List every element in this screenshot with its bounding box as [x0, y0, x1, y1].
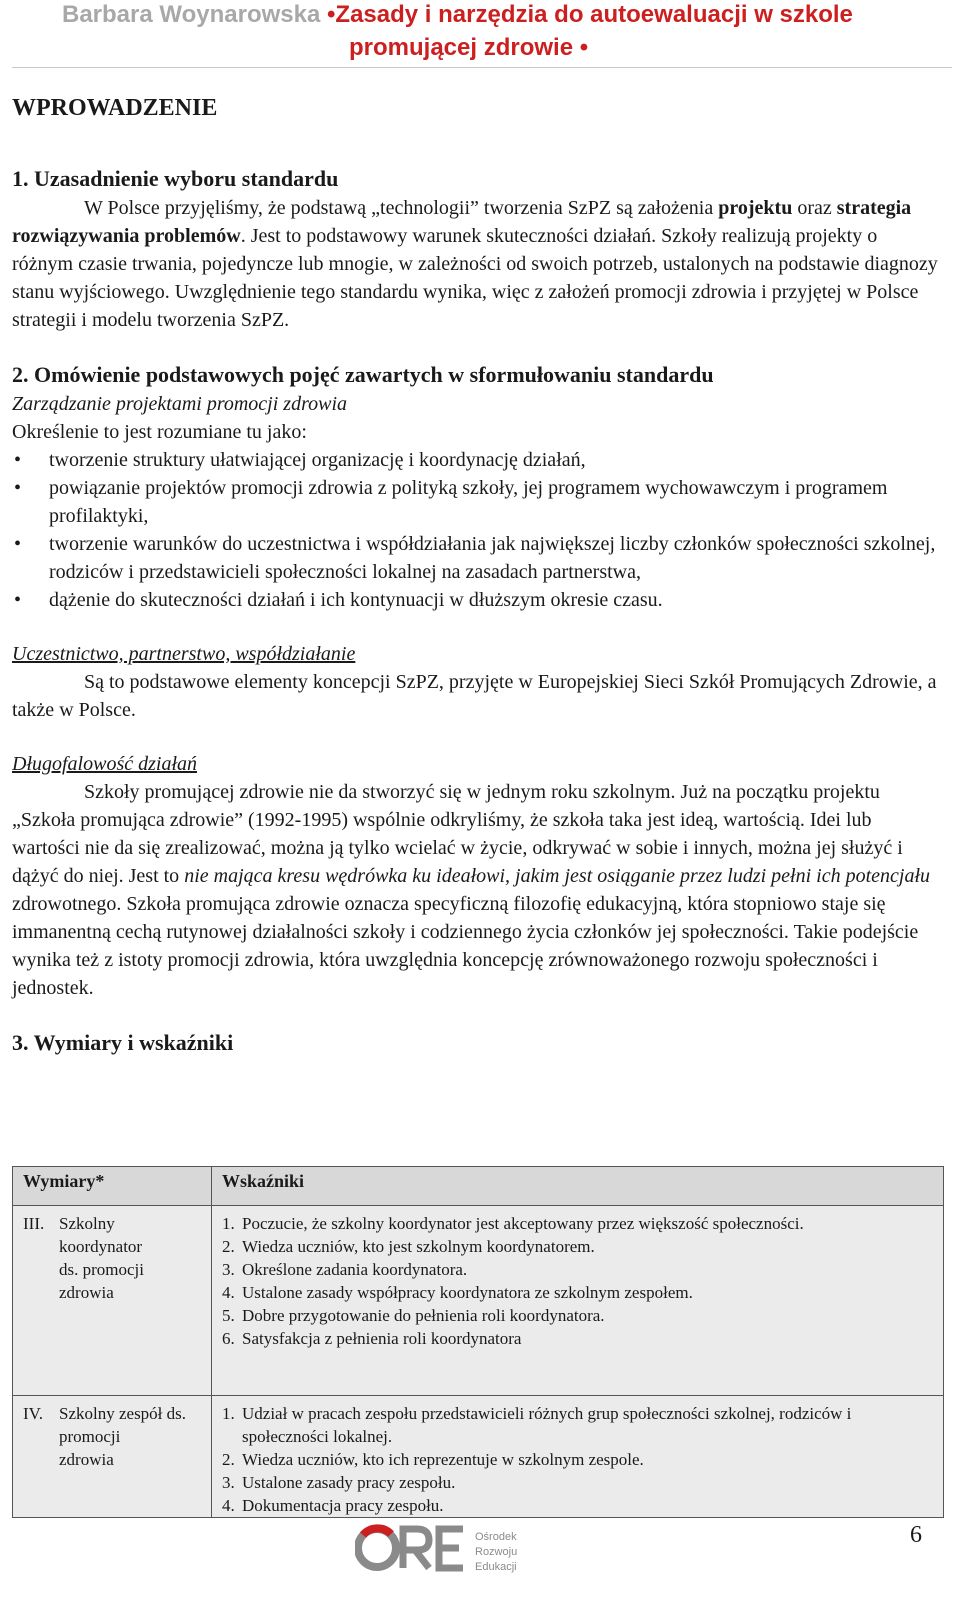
logo-e [439, 1529, 463, 1568]
logo-line-2: Rozwoju [475, 1546, 518, 1558]
item-text: Dokumentacja pracy zespołu. [242, 1496, 444, 1515]
item-number: 4. [222, 1283, 235, 1302]
indicator-list [222, 1402, 933, 1517]
dimension-name-line: koordynator [59, 1237, 143, 1256]
section-1-heading: 1. Uzasadnienie wyboru standardu [12, 166, 339, 191]
page-header [0, 0, 960, 70]
item-number: 4. [222, 1496, 235, 1515]
section-2-heading: 2. Omówienie podstawowych pojęć zawartych w sformułowaniu standardu [12, 362, 714, 387]
header-title-part1: Zasady i narzędzia do autoewaluacji w szkole [335, 1, 853, 28]
item-number: 5. [222, 1306, 235, 1325]
s1-bold-1: projektu [718, 197, 793, 219]
item-number: 3. [222, 1473, 235, 1492]
header-bullet-1: • [327, 1, 336, 28]
header-bullet-2: • [579, 34, 589, 61]
list-item [222, 1327, 933, 1350]
list-item [222, 1235, 933, 1258]
dimension-name-line: zdrowia [59, 1283, 114, 1302]
item-text: Udział w pracach zespołu przedstawicieli różnych grup społeczności szkolnej, rodziców i społeczności lokalnej. [242, 1404, 852, 1446]
list-item [222, 1448, 933, 1471]
sub-heading-uczestnictwo: Uczestnictwo, partnerstwo, współdziałanie [12, 643, 356, 665]
ore-logo [355, 1518, 535, 1578]
item-text: Dobre przygotowanie do pełnienia roli koordynatora. [242, 1306, 605, 1325]
logo-r [403, 1529, 429, 1568]
logo-line-1: Ośrodek [475, 1531, 517, 1543]
section-3-heading: 3. Wymiary i wskaźniki [12, 1030, 234, 1055]
item-number: 3. [222, 1260, 235, 1279]
list-item [222, 1402, 933, 1448]
table-row [13, 1396, 944, 1518]
item-text: Wiedza uczniów, kto jest szkolnym koordynatorem. [242, 1237, 595, 1256]
list-item [222, 1212, 933, 1235]
indicators-cell [212, 1396, 944, 1518]
logo-line-3: Edukacji [475, 1561, 517, 1573]
header-line-1 [62, 0, 942, 30]
item-number: 2. [222, 1237, 235, 1256]
header-author: Barbara Woynarowska [62, 1, 321, 28]
s2-sub3-a: Szkoły promującej zdrowie nie da stworzyć się w jednym roku szkolnym. Już na początku projektu „Szkoła promująca zdrowie” (1992-1995) wspólnie odkryliśmy, że szkoła taka jest ideą, wartością. Idei lub wartości nie da się zrealizować, można ją tylko wcielać w życie, odkrywać w sobie i innych, można jej służyć i dążyć do niej. Jest to [12, 781, 903, 887]
item-text: Określone zadania koordynatora. [242, 1260, 468, 1279]
logo-o-red-arc [363, 1528, 391, 1535]
header-title-part2: promującej zdrowie [349, 34, 574, 61]
s1-bold-2: strategia rozwiązywania problemów [12, 197, 912, 247]
table-header-wymiary: Wymiary* [13, 1167, 212, 1206]
intro-title: WPROWADZENIE [12, 95, 218, 121]
section-1-paragraph [12, 194, 942, 334]
page-footer [0, 1508, 960, 1608]
s2-intro: Określenie to jest rozumiane tu jako: [12, 421, 307, 443]
s2-sub3-b: zdrowotnego. Szkoła promująca zdrowie oznacza specyficzną filozofię edukacyjną, która stopniowo staje się immanentną cechą rutynowej działalności szkoły i codziennego życia członków jej społeczności. Takie podejście wynika też z istoty promocji zdrowia, która uwzględnia koncepcję zrównoważonego rozwoju społeczności i jednostek. [12, 893, 919, 999]
list-item [222, 1281, 933, 1304]
item-text: Ustalone zasady pracy zespołu. [242, 1473, 456, 1492]
list-item [222, 1471, 933, 1494]
dimension-name-line: zdrowia [59, 1450, 114, 1469]
item-text: Poczucie, że szkolny koordynator jest akceptowany przez większość społeczności. [242, 1214, 804, 1233]
item-number: 2. [222, 1450, 235, 1469]
dimension-name-line: ds. promocji [59, 1260, 144, 1279]
list-item: • tworzenie struktury ułatwiającej organizację i koordynację działań, [12, 446, 942, 474]
dimension-name-line: promocji [59, 1427, 121, 1446]
indicators-cell [212, 1206, 944, 1396]
list-item [222, 1258, 933, 1281]
dimension-number: IV. [23, 1404, 43, 1423]
list-item: • tworzenie warunków do uczestnictwa i współdziałania jak największej liczby członków społeczności szkolnej, rodziców i przedstawicieli społeczności lokalnej na zasadach partnerstwa, [12, 530, 942, 586]
table-header-row [13, 1167, 944, 1206]
s1-text-a: W Polsce przyjęliśmy, że podstawą „technologii” tworzenia SzPZ są założenia [84, 197, 714, 219]
table-row [13, 1206, 944, 1396]
page-number: 6 [910, 1522, 922, 1548]
item-text: Wiedza uczniów, kto ich reprezentuje w szkolnym zespole. [242, 1450, 644, 1469]
dimension-cell [13, 1206, 212, 1396]
dimension-cell [13, 1396, 212, 1518]
dimension-number: III. [23, 1214, 45, 1233]
dimension-name-first: Szkolny zespół ds. [59, 1404, 187, 1423]
indicator-list [222, 1212, 933, 1350]
dimension-name-first: Szkolny [59, 1214, 115, 1233]
s2-bullet-list [12, 446, 942, 614]
header-line-2 [349, 33, 588, 63]
list-item: • powiązanie projektów promocji zdrowia z polityką szkoły, jej programem wychowawczym i programem profilaktyki, [12, 474, 942, 530]
table-header-wskazniki: Wskaźniki [212, 1167, 944, 1206]
sub-heading-dlugofalowosc: Długofalowość działań [12, 753, 198, 775]
s2-sub3-text [12, 778, 942, 1002]
list-item: • dążenie do skuteczności działań i ich kontynuacji w dłuższym okresie czasu. [12, 586, 942, 614]
s1-text-b: oraz [792, 197, 837, 219]
list-item [222, 1304, 933, 1327]
indicators-table [12, 1166, 944, 1518]
s1-text-c: . Jest to podstawowy warunek skuteczności działań. Szkoły realizują projekty o różnym czasie trwania, pojedyncze lub mnogie, w zależności od swoich potrzeb, ustalonych na podstawie diagnozy stanu wyjściowego. Uwzględnienie tego standardu wynika, więc z założeń promocji zdrowia i przyjętej w Polsce strategii i modelu tworzenia SzPZ. [12, 225, 938, 331]
header-rule [12, 67, 952, 68]
item-number: 1. [222, 1404, 235, 1423]
s2-sub2-text: Są to podstawowe elementy koncepcji SzPZ, przyjęte w Europejskiej Sieci Szkół Promujących Zdrowie, a także w Polsce. [12, 671, 937, 721]
page-content [12, 88, 942, 1515]
s2-sub3-italic: nie mająca kresu wędrówka ku ideałowi, jakim jest osiąganie przez ludzi pełni ich potencjału [184, 865, 931, 887]
sub-heading-zarzadzanie: Zarządzanie projektami promocji zdrowia [12, 393, 348, 415]
item-number: 1. [222, 1214, 235, 1233]
item-text: Satysfakcja z pełnienia roli koordynatora [242, 1329, 522, 1348]
item-text: Ustalone zasady współpracy koordynatora ze szkolnym zespołem. [242, 1283, 693, 1302]
item-number: 6. [222, 1329, 235, 1348]
